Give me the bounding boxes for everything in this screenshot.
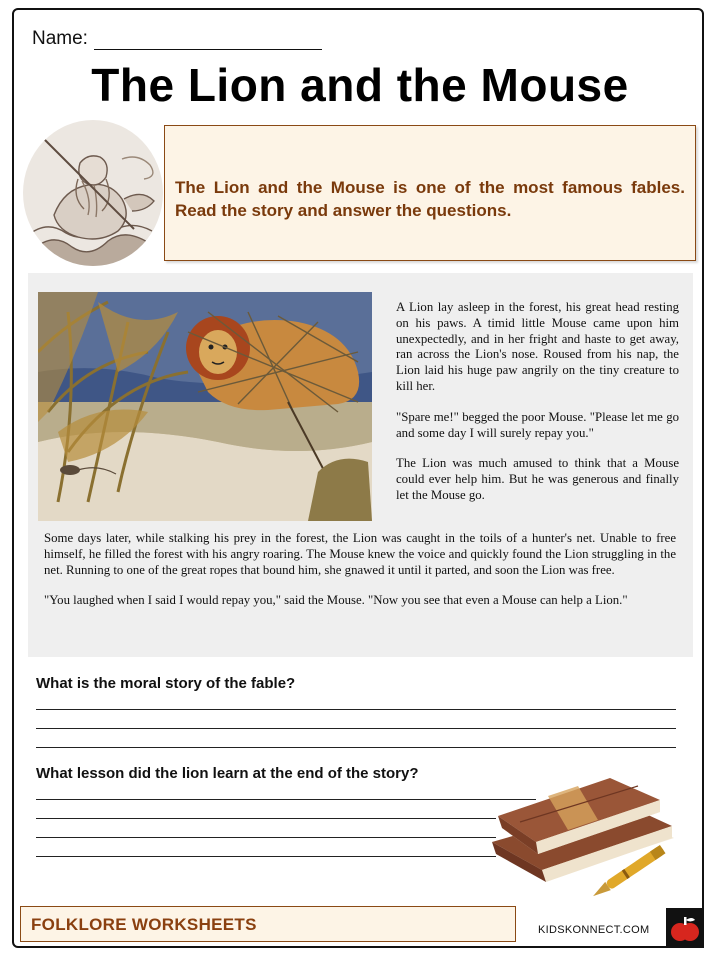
footer-category-box xyxy=(20,906,516,942)
intro-text: The Lion and the Mouse is one of the most famous fables. Read the story and answer the questions. xyxy=(175,178,685,220)
question-2: What lesson did the lion learn at the end of the story? xyxy=(36,765,419,782)
story-paragraph: Some days later, while stalking his prey in the forest, the Lion was caught in the toils of a hunter's net. Unable to free himself, he filled the forest with his angry roaring. The Mouse knew the voice and quickly found the Lion struggling in the net. Running to one of the great ropes that bound him, she gnawed it until it parted, and soon the Lion was free. xyxy=(44,531,676,577)
poseidon-medallion-icon xyxy=(22,119,164,267)
logo-tile xyxy=(666,908,704,948)
story-paragraph: "You laughed when I said I would repay you," said the Mouse. "Now you see that even a Mouse can help a Lion." xyxy=(44,593,628,608)
intro-box xyxy=(164,125,696,261)
name-field-row xyxy=(32,28,322,50)
lion-in-net-illustration xyxy=(38,292,372,521)
answer-line[interactable] xyxy=(36,818,496,819)
books-and-pen-icon xyxy=(488,776,688,906)
page-title: The Lion and the Mouse xyxy=(91,59,629,111)
name-label: Name: xyxy=(32,28,88,49)
name-blank-line[interactable] xyxy=(94,31,322,50)
story-paragraph: A Lion lay asleep in the forest, his great head resting on his paws. A timid little Mouse came upon him unexpectedly, and in her fright and haste to get away, ran across the Lion's nose. Roused from his nap, the Lion laid his huge paw angrily on the tiny creature to kill her. xyxy=(396,300,679,393)
story-text-right xyxy=(396,300,679,519)
answer-line[interactable] xyxy=(36,799,536,800)
story-text-bottom xyxy=(44,531,676,624)
answer-line[interactable] xyxy=(36,747,676,748)
footer-category: FOLKLORE WORKSHEETS xyxy=(31,915,257,934)
question-1: What is the moral story of the fable? xyxy=(36,675,296,692)
answer-line[interactable] xyxy=(36,709,676,710)
answer-line[interactable] xyxy=(36,728,676,729)
answer-line[interactable] xyxy=(36,837,496,838)
story-paragraph: The Lion was much amused to think that a Mouse could ever help him. But he was generous and finally let the Mouse go. xyxy=(396,456,679,502)
footer-site[interactable]: KIDSKONNECT.COM xyxy=(538,924,650,936)
story-paragraph: "Spare me!" begged the poor Mouse. "Please let me go and some day I will surely repay you." xyxy=(396,409,679,440)
apple-logo-icon xyxy=(666,908,704,948)
answer-line[interactable] xyxy=(36,856,496,857)
